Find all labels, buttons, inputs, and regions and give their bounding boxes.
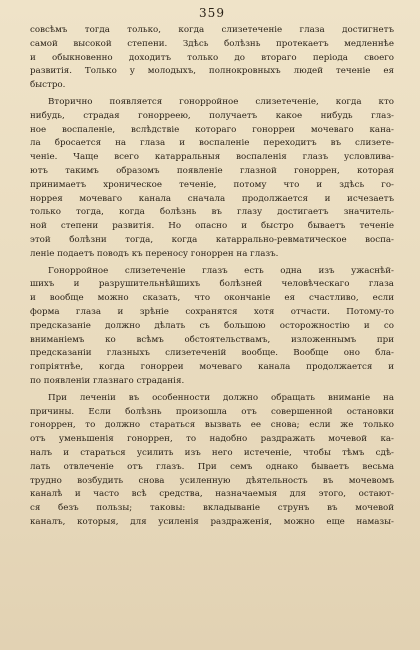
- text-line: гоноррен, то должно стараться вызвать ее снова; если же только: [30, 420, 394, 431]
- text-line: Гонорройное слизетеченіе глазъ есть одна изъ ужаснѣй-: [48, 265, 394, 276]
- paragraph: [30, 265, 394, 389]
- text-line: ся безъ пользы; таковы: вкладываніе струнъ въ мочевой: [30, 503, 394, 514]
- text-line: Вторично появляется гонорройное слизетеченіе, когда кто: [48, 96, 394, 107]
- text-line: быстро.: [30, 80, 66, 91]
- text-line: ютъ такимъ образомъ появленіе глазной гоноррен, которая: [30, 165, 394, 176]
- text-line: развитія. Только у молодыхъ, полнокровныхъ людей теченіе ея: [30, 66, 394, 77]
- text-line: леніе подаетъ поводъ къ переносу гоноррен на глазъ.: [30, 248, 279, 259]
- text-line: гопріятнѣе, когда гонорреи мочеваго канала продолжается и: [30, 362, 394, 373]
- text-line: каналъ, которыя, для усиленія раздраженія, можно еще намазы-: [30, 516, 394, 527]
- paragraph: [30, 392, 394, 530]
- text-line: по появленіи глазнаго страданія.: [30, 375, 185, 386]
- text-line: шихъ и разрушительнѣйшихъ болѣзней человѣческаго глаза: [30, 279, 394, 290]
- text-line: предсказаніе должно дѣлать съ большою осторожностію и со: [30, 320, 394, 331]
- text-line: этой болѣзни тогда, когда катаррально-ревматическое воспа-: [30, 234, 394, 245]
- text-line: предсказаніи глазныхъ слизетеченій вообще. Вообще оно бла-: [30, 348, 394, 359]
- text-line: форма глаза и зрѣніе сохранятся хотя отчасти. Потому-то: [30, 306, 394, 317]
- text-line: вниманіемъ ко всѣмъ обстоятельствамъ, изложеннымъ при: [30, 334, 394, 345]
- text-line: нибудь, страдая гонорреею, получаетъ какое нибудь глаз-: [30, 110, 394, 121]
- text-line: лать отвлеченіе отъ глазъ. При семъ однако бываетъ весьма: [30, 461, 394, 472]
- page-number: 359: [199, 6, 225, 20]
- text-line: ной степени развитія. Но опасно и быстро бываетъ теченіе: [30, 221, 394, 232]
- text-line: отъ уменьшенія гоноррен, то надобно раздражать мочевой ка-: [30, 434, 394, 445]
- text-line: причины. Если болѣзнь произошла отъ совершенной остановки: [30, 406, 394, 417]
- text-line: ченіе. Чаще всего катарральныя воспаленія глазъ условлива-: [30, 152, 394, 163]
- text-line: каналѣ и часто всѣ средства, назначаемыя для этого, остают-: [30, 489, 394, 500]
- paragraph: [30, 24, 394, 93]
- text-line: только тогда, когда болѣзнь въ глазу достигаетъ значитель-: [30, 207, 394, 218]
- paragraph: [30, 96, 394, 262]
- text-line: трудно возбудить снова усиленную дѣятельность въ мочевомъ: [30, 475, 394, 486]
- text-line: принимаетъ хроническое теченіе, потому что и здѣсь го-: [30, 179, 394, 190]
- text-line: и обыкновенно доходитъ только до втораго періода своего: [30, 52, 394, 63]
- text-line: самой высокой степени. Здѣсь болѣзнь протекаетъ медленнѣе: [30, 38, 394, 49]
- text-line: При леченіи въ особенности должно обращать вниманіе на: [48, 392, 394, 403]
- text-line: норрея мочеваго канала сначала продолжается и исчезаетъ: [30, 193, 394, 204]
- body-text: [30, 24, 394, 530]
- text-line: налъ и стараться усилить изъ него истеченіе, чтобы тѣмъ сдѣ-: [30, 447, 394, 458]
- text-line: совсѣмъ тогда только, когда слизетеченіе глаза достигнетъ: [30, 25, 394, 35]
- text-line: ное воспаленіе, вслѣдствіе котораго гонорреи мочеваго кана-: [30, 124, 394, 135]
- text-line: и вообще можно сказать, что окончаніе ея счастливо, если: [30, 293, 394, 304]
- text-line: ла бросается на глаза и воспаленіе переходитъ въ слизете-: [30, 138, 394, 149]
